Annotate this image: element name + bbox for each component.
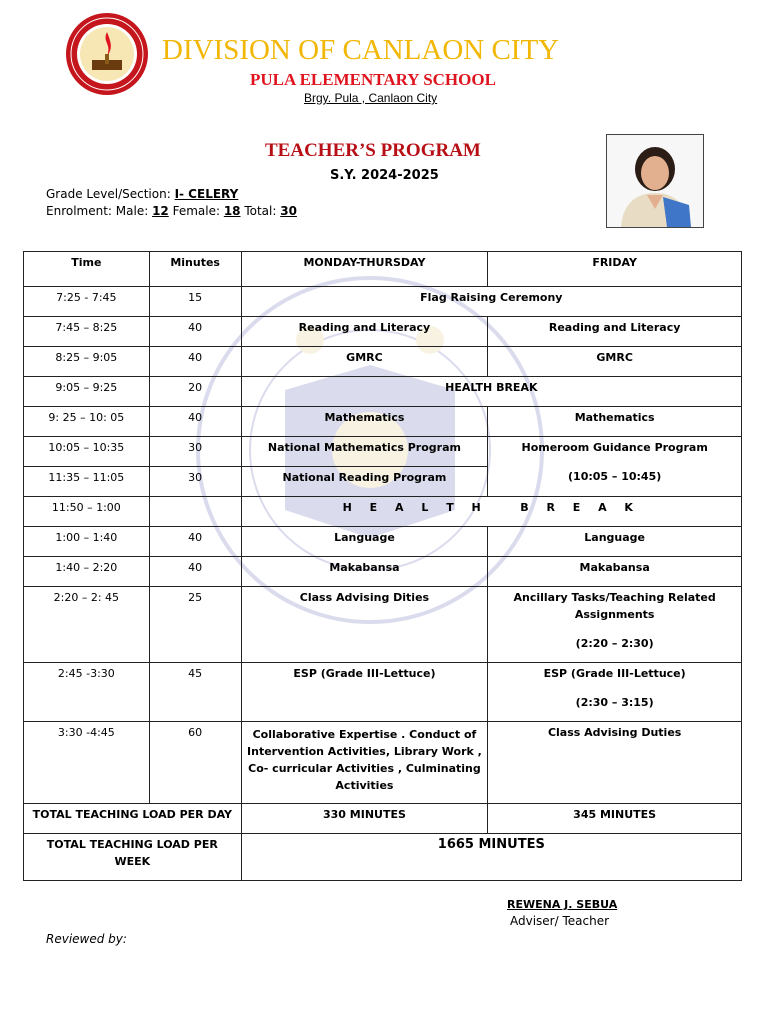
table-row xyxy=(24,437,742,467)
total-day-label: TOTAL TEACHING LOAD PER DAY xyxy=(24,804,242,834)
teacher-role: Adviser/ Teacher xyxy=(510,914,610,928)
teacher-name: REWENA J. SEBUA xyxy=(507,898,618,911)
table-header-row xyxy=(24,252,742,287)
cell-time: 10:05 – 10:35 xyxy=(24,437,150,467)
table-row xyxy=(24,407,742,437)
total-week-row xyxy=(24,834,742,881)
table-row xyxy=(24,557,742,587)
cell-activity: Flag Raising Ceremony xyxy=(241,287,741,317)
cell-mon-thu: GMRC xyxy=(241,347,488,377)
header-monday-thursday: MONDAY-THURSDAY xyxy=(241,252,488,287)
cell-minutes: 40 xyxy=(149,557,241,587)
table-row xyxy=(24,587,742,663)
table-row xyxy=(24,722,742,804)
cell-minutes: 25 xyxy=(149,587,241,663)
friday-activity: Homeroom Guidance Program xyxy=(521,441,708,454)
female-count: 18 xyxy=(223,204,241,218)
friday-time-note: (10:05 – 10:45) xyxy=(568,470,662,483)
total-week-label: TOTAL TEACHING LOAD PER WEEK xyxy=(24,834,242,881)
cell-minutes: 40 xyxy=(149,407,241,437)
cell-time: 11:50 – 1:00 xyxy=(24,497,150,527)
cell-minutes: 30 xyxy=(149,467,241,497)
total-count: 30 xyxy=(280,204,297,218)
enrolment-line xyxy=(46,204,297,218)
cell-activity: H E A L T H B R E A K xyxy=(241,497,741,527)
male-count: 12 xyxy=(152,204,169,218)
cell-activity: HEALTH BREAK xyxy=(241,377,741,407)
cell-time: 1:00 – 1:40 xyxy=(24,527,150,557)
cell-mon-thu: Class Advising Dities xyxy=(241,587,488,663)
cell-mon-thu: National Mathematics Program xyxy=(241,437,488,467)
cell-mon-thu: Reading and Literacy xyxy=(241,317,488,347)
teacher-photo xyxy=(606,134,704,228)
school-name: PULA ELEMENTARY SCHOOL xyxy=(250,70,496,89)
cell-friday: Language xyxy=(488,527,742,557)
total-day-row xyxy=(24,804,742,834)
school-address: Brgy. Pula , Canlaon City xyxy=(304,91,438,105)
cell-time: 1:40 – 2:20 xyxy=(24,557,150,587)
table-row xyxy=(24,497,742,527)
cell-minutes: 30 xyxy=(149,437,241,467)
table-row xyxy=(24,527,742,557)
grade-label: Grade Level/Section: xyxy=(46,187,175,201)
cell-friday xyxy=(488,437,742,497)
table-row xyxy=(24,347,742,377)
cell-minutes: 40 xyxy=(149,527,241,557)
friday-time-note: (2:30 – 3:15) xyxy=(575,696,654,709)
cell-time: 9:05 – 9:25 xyxy=(24,377,150,407)
total-week-value: 1665 MINUTES xyxy=(241,834,741,881)
division-seal-logo xyxy=(62,12,152,96)
program-title: TEACHER’S PROGRAM xyxy=(265,140,481,161)
cell-mon-thu: Mathematics xyxy=(241,407,488,437)
header-friday: FRIDAY xyxy=(488,252,742,287)
cell-time: 2:20 – 2: 45 xyxy=(24,587,150,663)
table-row xyxy=(24,377,742,407)
cell-time: 7:45 – 8:25 xyxy=(24,317,150,347)
friday-activity: ESP (Grade III-Lettuce) xyxy=(543,667,686,680)
female-label: Female: xyxy=(168,204,224,218)
header-time: Time xyxy=(24,252,150,287)
school-year: S.Y. 2024-2025 xyxy=(330,168,439,183)
cell-friday: Mathematics xyxy=(488,407,742,437)
cell-mon-thu: Language xyxy=(241,527,488,557)
cell-minutes: 20 xyxy=(149,377,241,407)
cell-mon-thu: National Reading Program xyxy=(241,467,488,497)
division-title: DIVISION OF CANLAON CITY xyxy=(162,34,560,66)
cell-mon-thu: ESP (Grade III-Lettuce) xyxy=(241,663,488,722)
cell-time: 3:30 -4:45 xyxy=(24,722,150,804)
cell-time: 11:35 – 11:05 xyxy=(24,467,150,497)
reviewed-by-label: Reviewed by: xyxy=(46,932,127,946)
header-minutes: Minutes xyxy=(149,252,241,287)
grade-value: I- CELERY xyxy=(174,187,239,201)
cell-minutes: 45 xyxy=(149,663,241,722)
friday-activity: Ancillary Tasks/Teaching Related Assignments xyxy=(513,591,716,621)
cell-friday: Reading and Literacy xyxy=(488,317,742,347)
cell-time: 7:25 - 7:45 xyxy=(24,287,150,317)
cell-minutes: 60 xyxy=(149,722,241,804)
cell-friday xyxy=(488,587,742,663)
cell-time: 8:25 – 9:05 xyxy=(24,347,150,377)
table-row xyxy=(24,317,742,347)
cell-friday xyxy=(488,663,742,722)
table-row xyxy=(24,663,742,722)
cell-friday: Makabansa xyxy=(488,557,742,587)
table-row xyxy=(24,287,742,317)
cell-minutes xyxy=(149,497,241,527)
cell-minutes: 40 xyxy=(149,317,241,347)
cell-mon-thu: Collaborative Expertise . Conduct of Intervention Activities, Library Work , Co- curricular Activities , Culminating Activities xyxy=(241,722,488,804)
grade-level-line xyxy=(46,187,238,201)
cell-minutes: 40 xyxy=(149,347,241,377)
cell-time: 9: 25 – 10: 05 xyxy=(24,407,150,437)
cell-mon-thu: Makabansa xyxy=(241,557,488,587)
cell-friday: Class Advising Duties xyxy=(488,722,742,804)
cell-friday: GMRC xyxy=(488,347,742,377)
total-label: Total: xyxy=(240,204,281,218)
friday-time-note: (2:20 – 2:30) xyxy=(575,637,654,650)
schedule-table xyxy=(23,251,742,881)
total-day-mon-thu: 330 MINUTES xyxy=(241,804,488,834)
cell-minutes: 15 xyxy=(149,287,241,317)
total-day-friday: 345 MINUTES xyxy=(488,804,742,834)
enrolment-label: Enrolment: Male: xyxy=(46,204,153,218)
cell-time: 2:45 -3:30 xyxy=(24,663,150,722)
